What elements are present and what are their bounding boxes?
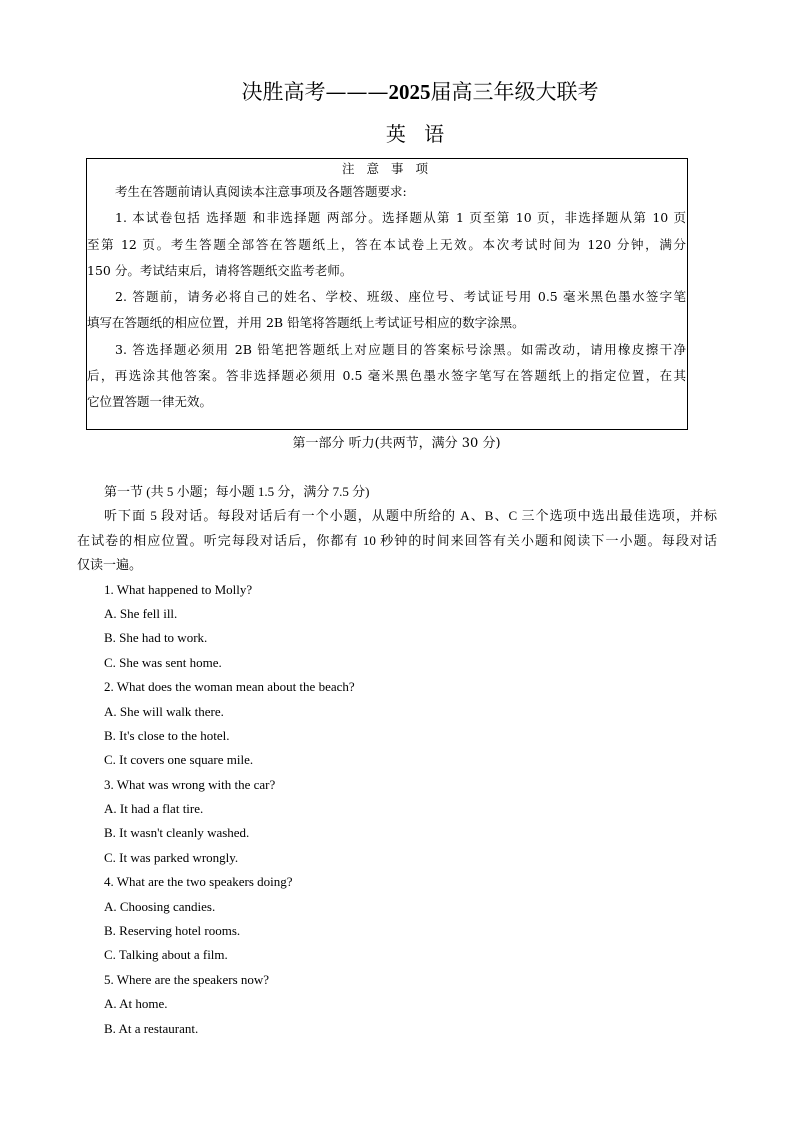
notice-line: 它位置答题一律无效。	[87, 394, 213, 410]
notice-heading: 注 意 事 项	[342, 161, 432, 176]
answer-option: C. It covers one square mile.	[104, 752, 254, 768]
answer-option: B. At a restaurant.	[104, 1020, 199, 1036]
notice-line: 2. 答题前，请务必将自己的姓名、学校、班级、座位号、考试证号用 0.5 毫米黑色墨水签字笔	[115, 289, 686, 305]
page-title	[0, 76, 793, 106]
answer-option: A. She fell ill.	[104, 605, 178, 621]
question: 4. What are the two speakers doing?	[104, 874, 293, 890]
instruction-line: 听下面 5 段对话。每段对话后有一个小题，从题中所给的 A、B、C 三个选项中选出最佳选项，并标	[104, 508, 717, 524]
notice-line: 3. 答选择题必须用 2B 铅笔把答题纸上对应题目的答案标号涂黑。如需改动，请用橡皮擦干净	[115, 341, 686, 357]
notice-line: 150 分。考试结束后，请将答题纸交监考老师。	[87, 262, 353, 278]
notice-line: 填写在答题纸的相应位置，并用 2B 铅笔将答题纸上考试证号相应的数字涂黑。	[87, 315, 525, 331]
notice-line: 至第 12 页。考生答题全部答在答题纸上，答在本试卷上无效。本次考试时间为 120 分钟，满分	[87, 236, 686, 252]
answer-option: B. It's close to the hotel.	[104, 727, 230, 743]
instruction-line: 在试卷的相应位置。听完每段对话后，你都有 10 秒钟的时间来回答有关小题和阅读下一小题。每段对话	[77, 532, 717, 548]
title-year: 2025	[388, 80, 431, 104]
notice-line: 考生在答题前请认真阅读本注意事项及各题答题要求:	[115, 184, 407, 199]
answer-option: A. She will walk there.	[104, 703, 224, 719]
instruction-line: 仅读一遍。	[77, 557, 143, 573]
answer-option: B. It wasn't cleanly washed.	[104, 825, 250, 841]
subject-title: 英 语	[385, 122, 451, 146]
part-title: 第一部分 听力(共两节，满分 30 分)	[292, 436, 501, 451]
answer-option: C. It was parked wrongly.	[104, 849, 239, 865]
title-prefix: 决胜高考———	[241, 80, 389, 104]
question: 2. What does the woman mean about the beach?	[104, 679, 355, 695]
answer-option: B. She had to work.	[104, 630, 208, 646]
notice-line: 后，再选涂其他答案。答非选择题必须用 0.5 毫米黑色墨水签字笔写在答题纸上的指定位置，在其	[87, 368, 686, 384]
question: 5. Where are the speakers now?	[104, 971, 270, 987]
question: 3. What was wrong with the car?	[104, 776, 276, 792]
answer-option: B. Reserving hotel rooms.	[104, 923, 241, 939]
section-body	[77, 480, 717, 1041]
notice-box	[86, 158, 688, 430]
notice-line: 1. 本试卷包括 选择题 和非选择题 两部分。选择题从第 1 页至第 10 页，非选择题从第 10 页	[115, 210, 686, 226]
answer-option: A. Choosing candies.	[104, 898, 216, 914]
answer-option: A. It had a flat tire.	[104, 801, 204, 817]
answer-option: A. At home.	[104, 996, 168, 1012]
title-suffix: 届高三年级大联考	[430, 80, 599, 104]
question: 1. What happened to Molly?	[104, 581, 253, 597]
answer-option: C. Talking about a film.	[104, 947, 228, 963]
section-heading: 第一节 (共 5 小题；每小题 1.5 分，满分 7.5 分)	[104, 484, 370, 499]
answer-option: C. She was sent home.	[104, 654, 222, 670]
